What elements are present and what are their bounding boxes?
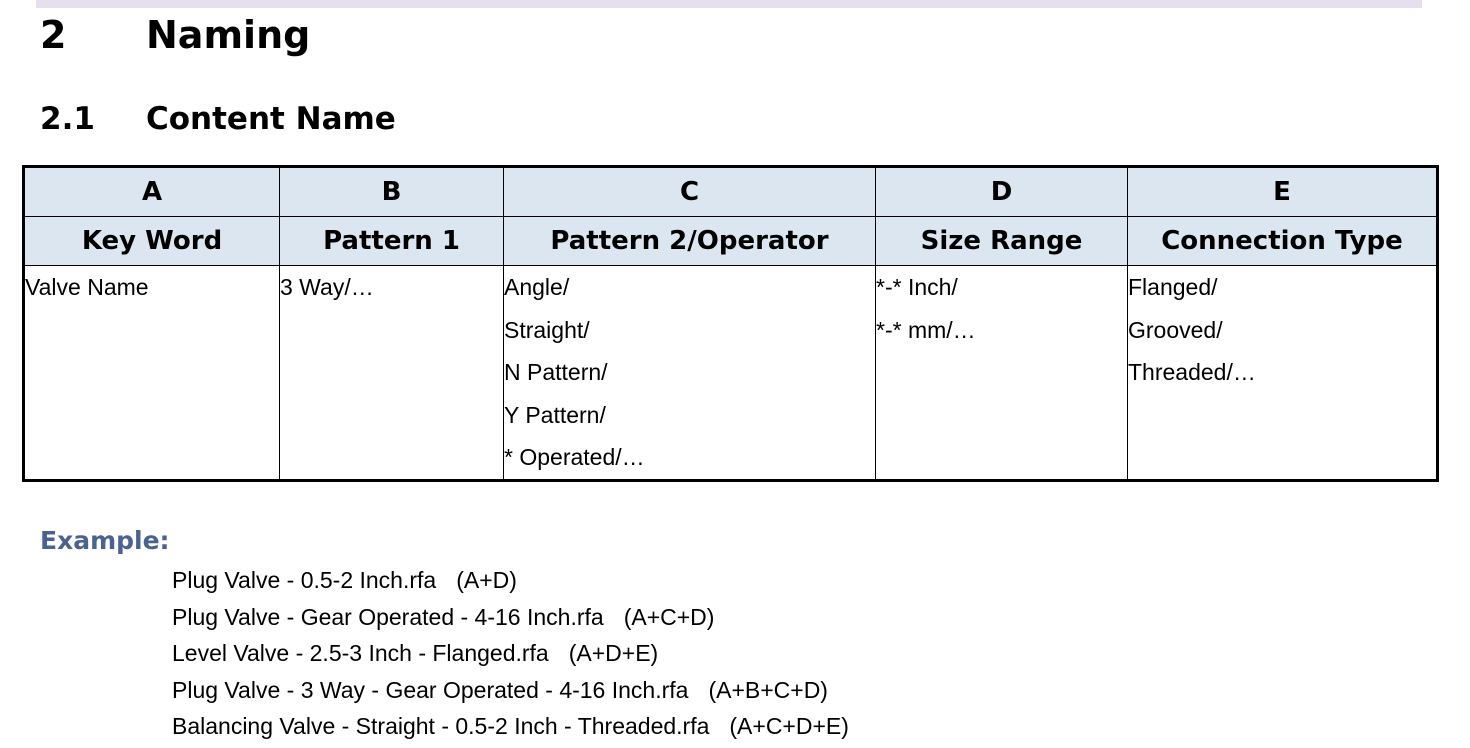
column-letter-row xyxy=(24,167,1438,217)
table-data-row xyxy=(24,266,1438,481)
example-item xyxy=(172,635,849,672)
example-code: (A+D+E) xyxy=(568,640,659,666)
example-item xyxy=(172,672,849,709)
cell-line: 3 Way/… xyxy=(280,274,374,300)
column-letter-a: A xyxy=(24,167,280,217)
subsection-number: 2.1 xyxy=(40,101,95,137)
column-label-size-range: Size Range xyxy=(876,217,1128,266)
example-filename: Balancing Valve - Straight - 0.5-2 Inch - Threaded.rfa xyxy=(172,713,710,739)
example-filename: Plug Valve - Gear Operated - 4-16 Inch.rfa xyxy=(172,603,604,630)
subsection-title: Content Name xyxy=(146,101,396,137)
column-letter-d: D xyxy=(876,167,1128,217)
example-item xyxy=(172,708,849,745)
column-label-pattern-1: Pattern 1 xyxy=(280,217,504,266)
example-code: (A+C+D) xyxy=(623,603,715,630)
cell-key-word xyxy=(24,266,280,481)
example-code: (A+C+D+E) xyxy=(729,713,849,739)
cell-line: Threaded/… xyxy=(1128,359,1256,385)
cell-line: Straight/ xyxy=(504,316,590,343)
example-code: (A+D) xyxy=(456,567,517,593)
example-code: (A+B+C+D) xyxy=(708,676,828,703)
cell-connection-type xyxy=(1128,266,1438,481)
column-letter-c: C xyxy=(504,167,876,217)
cell-line: Grooved/ xyxy=(1128,316,1223,343)
cell-line: N Pattern/ xyxy=(504,359,608,385)
column-letter-b: B xyxy=(280,167,504,217)
page-top-bar xyxy=(36,0,1422,8)
column-label-key-word: Key Word xyxy=(24,217,280,266)
column-letter-e: E xyxy=(1128,167,1438,217)
cell-line: *-* mm/… xyxy=(876,316,976,343)
cell-line: Angle/ xyxy=(504,274,570,300)
example-filename: Plug Valve - 3 Way - Gear Operated - 4-16 Inch.rfa xyxy=(172,676,689,703)
cell-line: Flanged/ xyxy=(1128,274,1218,300)
cell-line: * Operated/… xyxy=(504,444,645,470)
example-filename: Level Valve - 2.5-3 Inch - Flanged.rfa xyxy=(172,640,549,666)
naming-table xyxy=(22,165,1439,482)
cell-line: Y Pattern/ xyxy=(504,401,606,428)
section-number: 2 xyxy=(40,13,67,57)
cell-pattern-2 xyxy=(504,266,876,481)
example-item xyxy=(172,562,849,599)
cell-pattern-1 xyxy=(280,266,504,481)
column-label-row xyxy=(24,217,1438,266)
cell-line: *-* Inch/ xyxy=(876,274,958,300)
example-filename: Plug Valve - 0.5-2 Inch.rfa xyxy=(172,567,437,593)
cell-size-range xyxy=(876,266,1128,481)
section-title: Naming xyxy=(146,13,311,57)
column-label-connection-type: Connection Type xyxy=(1128,217,1438,266)
column-label-pattern-2: Pattern 2/Operator xyxy=(504,217,876,266)
example-label: Example: xyxy=(40,526,170,555)
example-list xyxy=(172,562,849,745)
example-item xyxy=(172,599,849,636)
cell-line: Valve Name xyxy=(25,274,149,300)
